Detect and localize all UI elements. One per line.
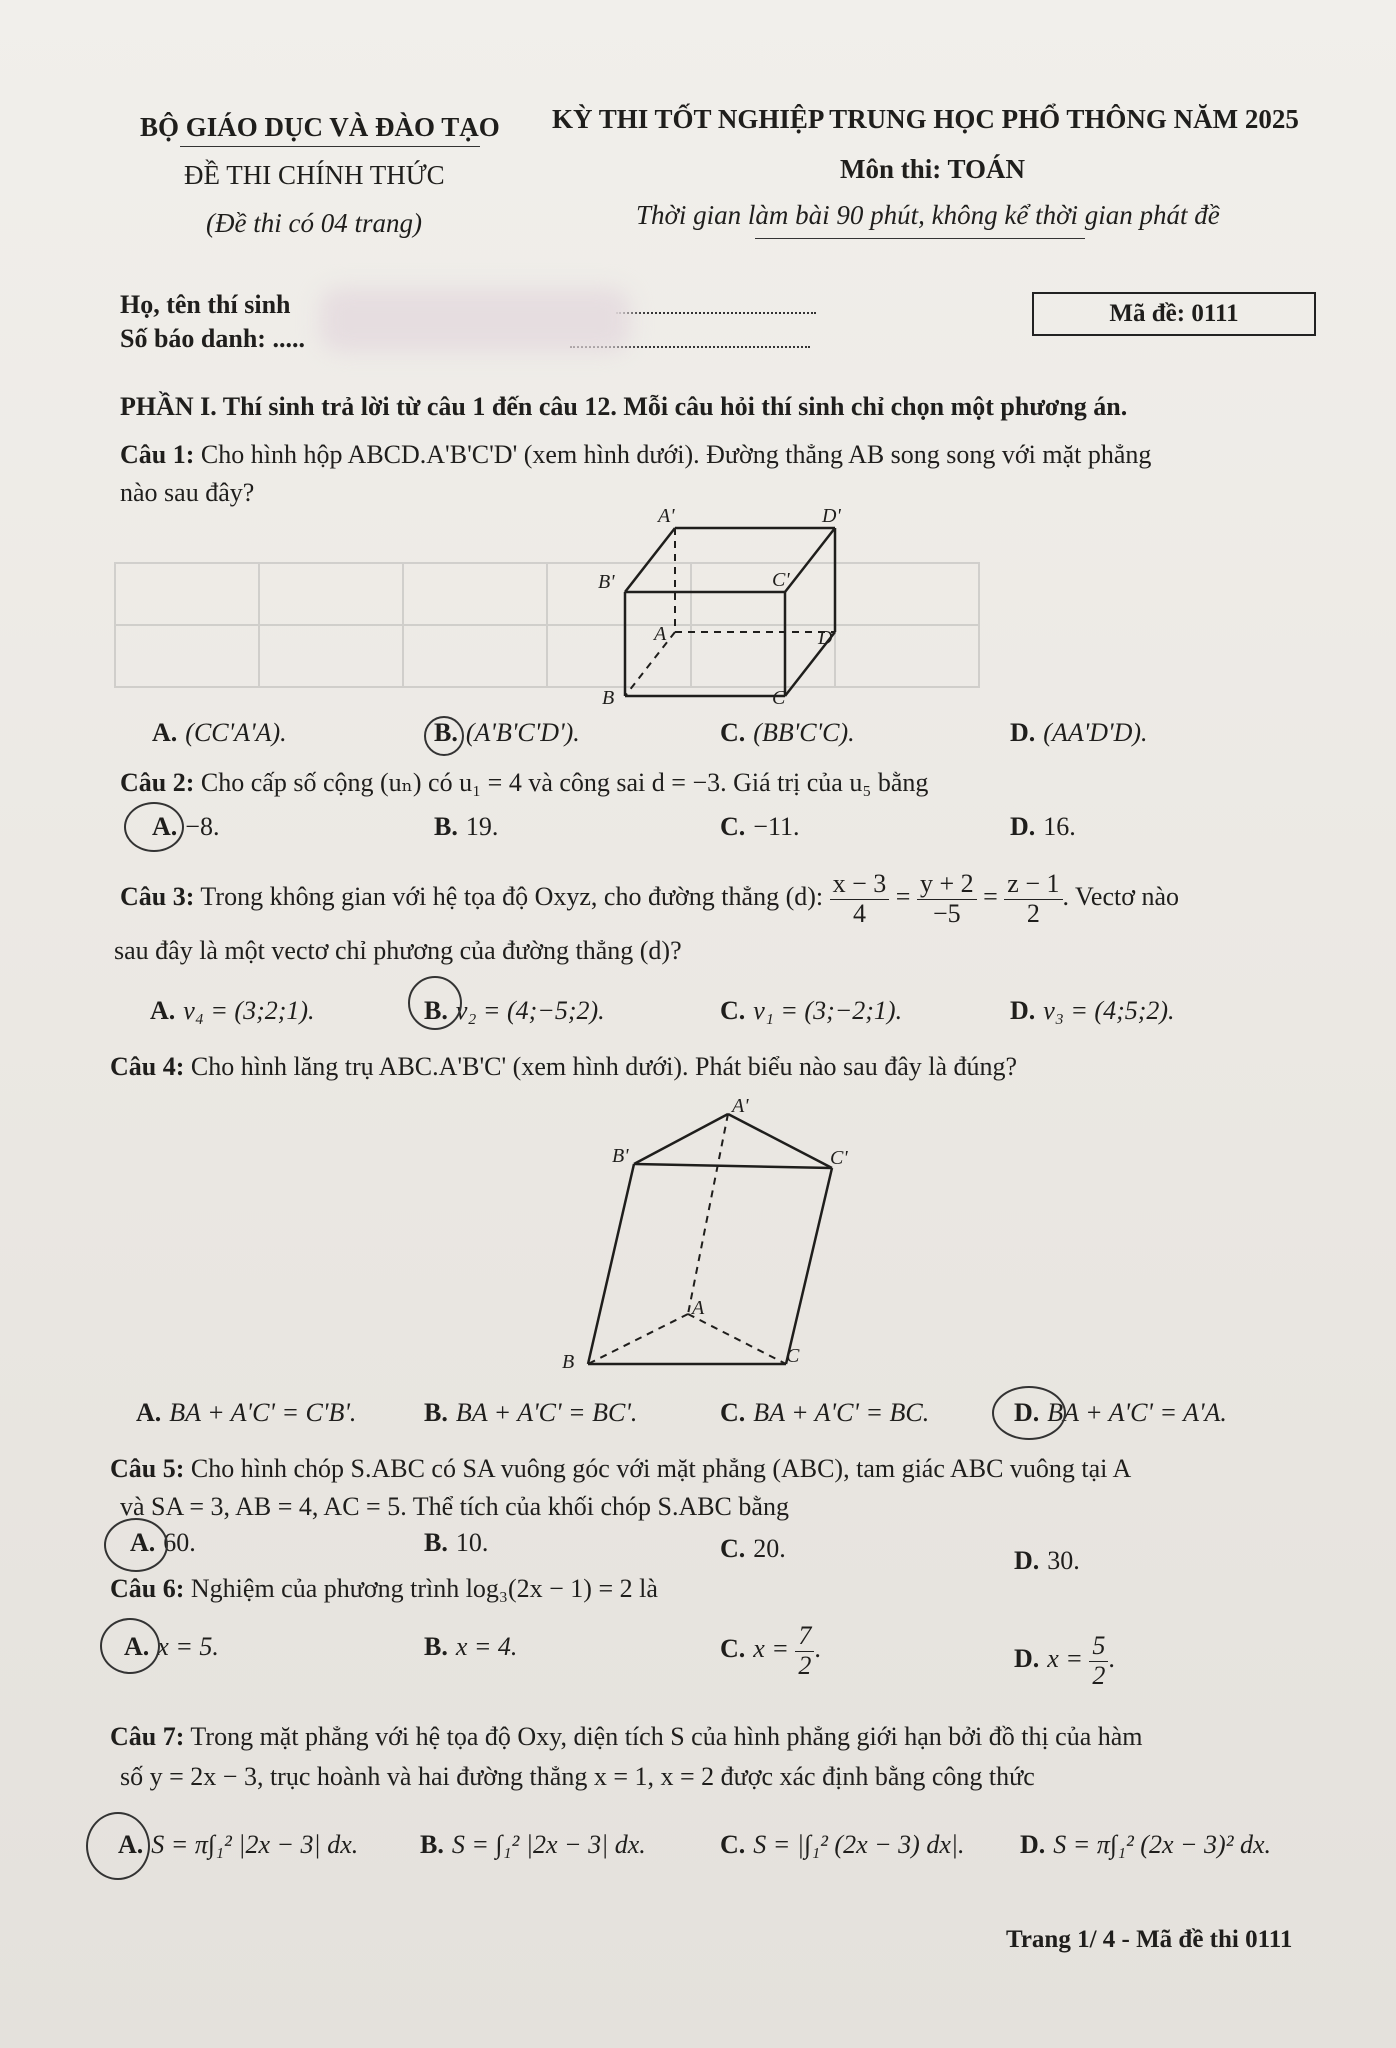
q5-option-a[interactable]: A. 60.	[130, 1528, 196, 1557]
vertex-d: D	[818, 627, 833, 649]
q5-label: Câu 5:	[110, 1454, 185, 1483]
exam-title: KỲ THI TỐT NGHIỆP TRUNG HỌC PHỔ THÔNG NĂM 2025	[552, 104, 1299, 134]
ministry-name: BỘ GIÁO DỤC VÀ ĐÀO TẠO	[140, 112, 500, 142]
vertex-c-prime: C'	[830, 1147, 848, 1169]
q6-answer-circle	[100, 1618, 160, 1674]
vertex-a-prime: A'	[732, 1095, 749, 1117]
q6-option-d[interactable]: D. x = $\frac{5}{2}$ .	[1014, 1631, 1115, 1690]
q7-stem: Trong mặt phẳng với hệ tọa độ Oxy, diện tích S của hình phẳng giới hạn bởi đồ thị của hàm	[184, 1722, 1143, 1751]
q7-answer-circle	[86, 1812, 150, 1880]
vertex-c: C	[786, 1345, 800, 1367]
q4-text	[110, 1052, 1017, 1082]
q7-option-a[interactable]: A. S = π∫₁² |2x − 3| dx.	[118, 1830, 359, 1859]
q6-option-a[interactable]: A. x = 5.	[124, 1632, 219, 1661]
sbd-label: Số báo danh: .....	[120, 324, 305, 353]
pages-note: (Đề thi có 04 trang)	[206, 208, 422, 238]
q6-stem: Nghiệm của phương trình log₃(2x − 1) = 2 là	[184, 1574, 658, 1603]
q1-option-c[interactable]: C. (BB'C'C).	[720, 718, 855, 747]
q3-fraction-x: $\frac{x - 3}{4}$	[830, 870, 890, 928]
q2-option-d[interactable]: D. 16.	[1010, 812, 1076, 841]
q1-answer-circle	[424, 716, 464, 756]
q4-option-c[interactable]: C. BA + A'C' = BC.	[720, 1398, 930, 1427]
exam-code-box: Mã đề: 0111	[1032, 292, 1316, 336]
q6-text	[110, 1574, 658, 1604]
vertex-b: B	[562, 1351, 575, 1373]
q1-text	[120, 440, 1151, 470]
q3-option-c[interactable]: C. v₁ = (3;−2;1).	[720, 996, 903, 1025]
vertex-c: C	[772, 687, 786, 709]
q5-option-d[interactable]: D. 30.	[1014, 1546, 1080, 1575]
q2-answer-circle	[124, 802, 184, 852]
q4-prism-figure	[552, 1092, 852, 1397]
q7-label: Câu 7:	[110, 1722, 185, 1751]
vertex-a: A	[692, 1297, 705, 1319]
redacted-area	[320, 288, 630, 352]
vertex-a: A	[654, 623, 667, 645]
q1-option-b[interactable]: B. (A'B'C'D').	[434, 718, 580, 747]
q2-text	[120, 768, 928, 798]
vertex-d-prime: D'	[822, 505, 841, 527]
q1-stem: Cho hình hộp ABCD.A'B'C'D' (xem hình dưới). Đường thẳng AB song song với mặt phẳng	[194, 440, 1152, 469]
q3-option-d[interactable]: D. v₃ = (4;5;2).	[1010, 996, 1175, 1025]
name-label: Họ, tên thí sinh	[120, 290, 291, 319]
q2-option-c[interactable]: C. −11.	[720, 812, 800, 841]
q3-option-b[interactable]: B. v₂ = (4;−5;2).	[424, 996, 605, 1025]
q1-option-d[interactable]: D. (AA'D'D).	[1010, 718, 1148, 747]
q5-answer-circle	[104, 1518, 168, 1572]
q4-option-a[interactable]: A. BA + A'C' = C'B'.	[136, 1398, 357, 1427]
time-note: Thời gian làm bài 90 phút, không kể thời gian phát đề	[636, 200, 1220, 230]
q1-label: Câu 1:	[120, 440, 195, 469]
q6-label: Câu 6:	[110, 1574, 185, 1603]
q1-option-a[interactable]: A. (CC'A'A).	[152, 718, 287, 747]
q7-text2: số y = 2x − 3, trục hoành và hai đường thẳng x = 1, x = 2 được xác định bằng công thức	[120, 1762, 1035, 1791]
q3-fraction-y: $\frac{y + 2}{-5}$	[917, 870, 977, 928]
vertex-a-prime: A'	[658, 505, 675, 527]
q2-stem: Cho cấp số cộng (uₙ) có u₁ = 4 và công sai d = −3. Giá trị của u₅ bằng	[194, 768, 929, 797]
q7-option-d[interactable]: D. S = π∫₁² (2x − 3)² dx.	[1020, 1830, 1272, 1859]
name-dots	[616, 312, 816, 314]
time-underline	[755, 238, 1085, 239]
q4-label: Câu 4:	[110, 1052, 185, 1081]
q3-stem: Trong không gian với hệ tọa độ Oxyz, cho đường thẳng (d):	[194, 882, 824, 912]
vertex-c-prime: C'	[772, 569, 790, 591]
q7-option-b[interactable]: B. S = ∫₁² |2x − 3| dx.	[420, 1830, 646, 1859]
q4-answer-circle	[992, 1386, 1066, 1440]
vertex-b: B	[602, 687, 615, 709]
q3-text: Câu 3: Trong không gian với hệ tọa độ Oxyz, cho đường thẳng (d): $\frac{x - 3}{4}$ = $\frac{y + 2}{-5}$ = $\frac{z - 1}{2}$ . Vectơ nào	[120, 869, 1180, 928]
q3-option-a[interactable]: A. v₄ = (3;2;1).	[150, 996, 315, 1025]
q3-answer-circle	[408, 976, 462, 1030]
page-footer: Trang 1/ 4 - Mã đề thi 0111	[1006, 1926, 1293, 1953]
q2-option-b[interactable]: B. 19.	[434, 812, 499, 841]
q3-fraction-z: $\frac{z - 1}{2}$	[1004, 870, 1062, 928]
q6-option-b[interactable]: B. x = 4.	[424, 1632, 518, 1661]
q2-label: Câu 2:	[120, 768, 195, 797]
vertex-b-prime: B'	[598, 571, 615, 593]
official-label: ĐỀ THI CHÍNH THỨC	[184, 160, 445, 190]
q4-option-b[interactable]: B. BA + A'C' = BC'.	[424, 1398, 638, 1427]
q5-text2: và SA = 3, AB = 4, AC = 5. Thể tích của khối chóp S.ABC bằng	[120, 1492, 789, 1521]
vertex-b-prime: B'	[612, 1145, 629, 1167]
q5-option-b[interactable]: B. 10.	[424, 1528, 489, 1557]
q5-stem: Cho hình chóp S.ABC có SA vuông góc với mặt phẳng (ABC), tam giác ABC vuông tại A	[184, 1454, 1132, 1483]
q3-label: Câu 3:	[120, 882, 195, 912]
subject-label: Môn thi: TOÁN	[840, 154, 1026, 184]
q2-option-a[interactable]: A. −8.	[152, 812, 220, 841]
q5-option-c[interactable]: C. 20.	[720, 1534, 786, 1563]
part1-instruction: PHẦN I. Thí sinh trả lời từ câu 1 đến câu 12. Mỗi câu hỏi thí sinh chỉ chọn một phương án.	[120, 392, 1128, 421]
q7-text	[110, 1722, 1143, 1752]
q4-option-d[interactable]: D. BA + A'C' = A'A.	[1014, 1398, 1227, 1427]
q5-text	[110, 1454, 1131, 1484]
q1-cuboid-figure	[560, 505, 860, 723]
q6-option-c[interactable]: C. x = $\frac{7}{2}$ .	[720, 1621, 821, 1680]
header-underline	[180, 146, 480, 147]
q1-text2: nào sau đây?	[120, 478, 255, 507]
q4-stem: Cho hình lăng trụ ABC.A'B'C' (xem hình dưới). Phát biểu nào sau đây là đúng?	[184, 1052, 1018, 1081]
q7-option-c[interactable]: C. S = |∫₁² (2x − 3) dx|.	[720, 1830, 965, 1859]
q3-text2: sau đây là một vectơ chỉ phương của đường thẳng (d)?	[114, 936, 682, 965]
